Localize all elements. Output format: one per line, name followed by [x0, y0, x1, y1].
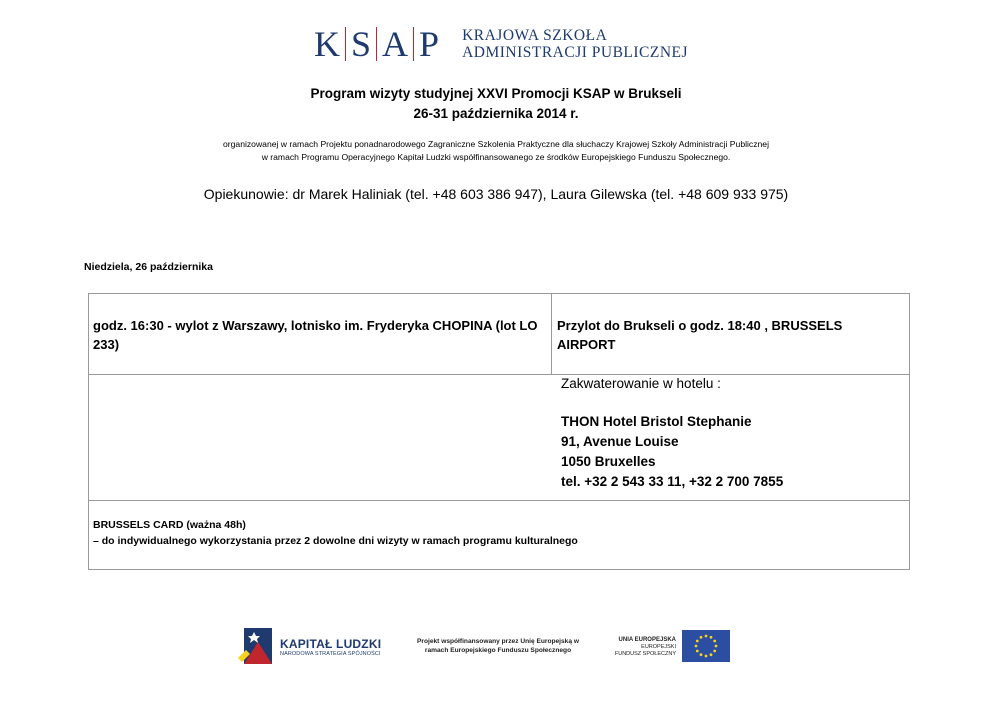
- kapital-ludzki-icon: [236, 624, 274, 666]
- eu-text-line2: EUROPEJSKI: [641, 644, 676, 650]
- project-cofinancing-note: [400, 637, 596, 655]
- logo-letter-s: S: [351, 24, 372, 64]
- ksap-logo-text: [462, 27, 688, 61]
- eu-flag-icon: [682, 630, 730, 662]
- ksap-logo: [309, 22, 688, 66]
- eu-text-line1: UNIA EUROPEJSKA: [618, 637, 676, 643]
- kapital-ludzki-text: [280, 637, 381, 657]
- guardians-info: Opiekunowie: dr Marek Haliniak (tel. +48 603 386 947), Laura Gilewska (tel. +48 609 933 975): [203, 186, 789, 202]
- logo-letter-a: A: [382, 24, 409, 64]
- accommodation-label: Zakwaterowanie w hotelu :: [561, 376, 721, 391]
- logo-text-line2: ADMINISTRACJI PUBLICZNEJ: [462, 44, 689, 61]
- departure-cell: godz. 16:30 - wylot z Warszawy, lotnisko im. Fryderyka CHOPINA (lot LO 233): [93, 318, 538, 352]
- project-note-line1: Projekt współfinansowany przez Unię Europejską w: [417, 638, 579, 645]
- ksap-logo-letters: [309, 24, 444, 64]
- logo-letter-k: K: [314, 24, 340, 64]
- table-column-divider: [551, 294, 552, 375]
- table-row-divider: [89, 500, 909, 501]
- hotel-city: 1050 Bruxelles: [561, 454, 656, 469]
- hotel-street: 91, Avenue Louise: [561, 434, 679, 449]
- schedule-table: [88, 293, 910, 570]
- program-subtitle-line1: organizowanej w ramach Projektu ponadnarodowego Zagraniczne Szkolenia Praktyczne dla słuchaczy Krajowej Szkoły Administracji Publicznej: [223, 139, 769, 149]
- brussels-card-title: BRUSSELS CARD (ważna 48h): [93, 519, 246, 531]
- logo-text-line1: KRAJOWA SZKOŁA: [462, 27, 608, 44]
- brussels-card-cell: [93, 517, 893, 549]
- program-dates: 26-31 października 2014 r.: [413, 106, 579, 121]
- eu-text: [606, 637, 676, 658]
- brussels-card-description: – do indywidualnego wykorzystania przez 2 dowolne dni wizyty w ramach programu kulturalnego: [93, 535, 578, 547]
- kapital-ludzki-subtitle: NARODOWA STRATEGIA SPÓJNOŚCI: [280, 651, 381, 657]
- logo-letter-p: P: [419, 24, 440, 64]
- hotel-phone: tel. +32 2 543 33 11, +32 2 700 7855: [561, 474, 784, 489]
- project-note-line2: ramach Europejskiego Funduszu Społecznego: [424, 647, 572, 654]
- kapital-ludzki-title: KAPITAŁ LUDZKI: [280, 637, 382, 651]
- arrival-cell: Przylot do Brukseli o godz. 18:40 , BRUSSELS AIRPORT: [557, 318, 843, 352]
- program-title: Program wizyty studyjnej XXVI Promocji KSAP w Brukseli: [310, 86, 682, 101]
- accommodation-cell: [561, 374, 891, 492]
- eu-text-line3: FUNDUSZ SPOŁECZNY: [614, 651, 676, 657]
- footer-logos: [0, 624, 992, 674]
- hotel-name: THON Hotel Bristol Stephanie: [561, 414, 752, 429]
- day-heading: Niedziela, 26 października: [84, 261, 213, 273]
- program-subtitle-line2: w ramach Programu Operacyjnego Kapitał Ludzki współfinansowanego ze środków Europejskiego Funduszu Społecznego.: [261, 152, 731, 162]
